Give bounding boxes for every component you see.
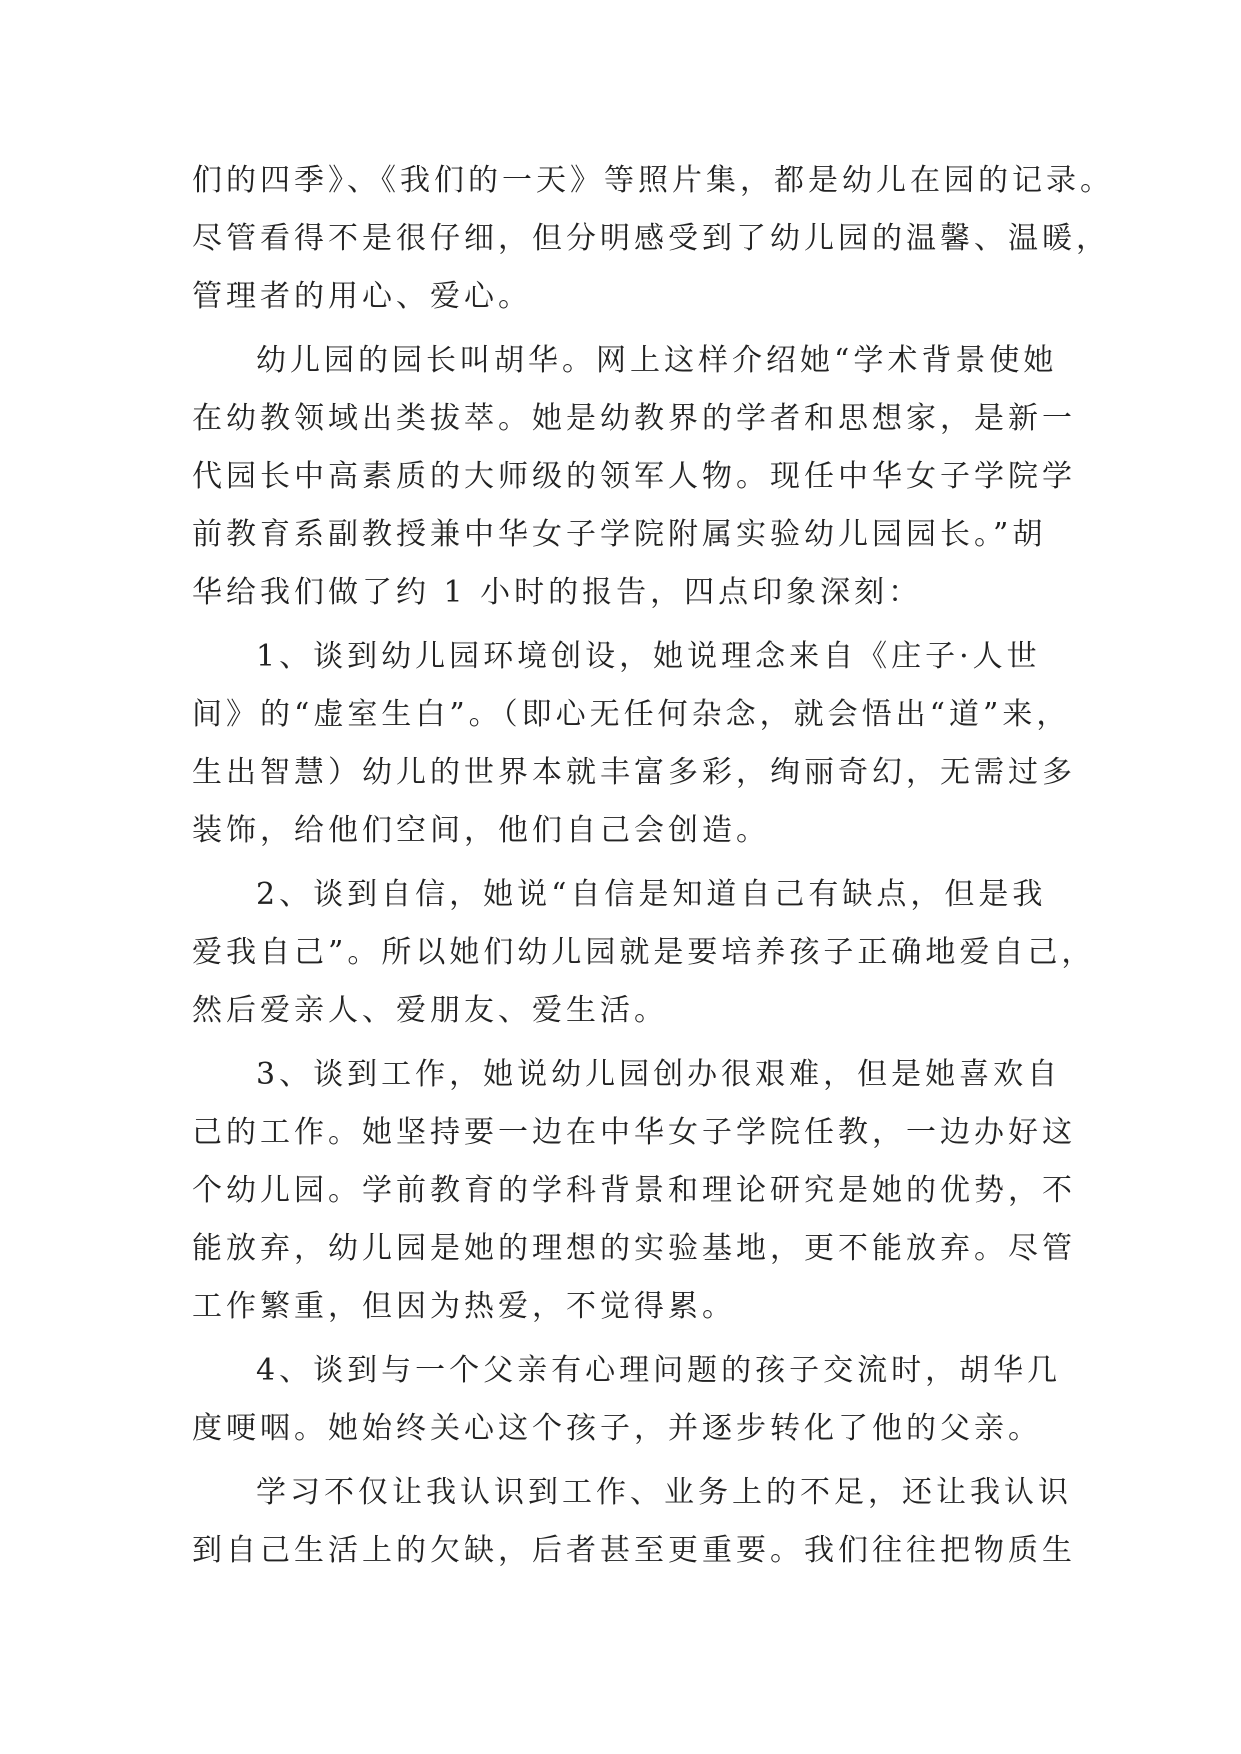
text-line: 生出智慧）幼儿的世界本就丰富多彩，绚丽奇幻，无需过多 (192, 755, 1076, 790)
text-line: 代园长中高素质的大师级的领军人物。现任中华女子学院学 (192, 459, 1076, 494)
text-line: 然后爱亲人、爱朋友、爱生活。 (192, 993, 668, 1028)
text-line: 间》的“虚室生白”。（即心无任何杂念，就会悟出“道”来， (192, 697, 1071, 732)
text-line: 尽管看得不是很仔细，但分明感受到了幼儿园的温馨、温暖， (192, 221, 1110, 256)
text-line: 2、谈到自信，她说“自信是知道自己有缺点，但是我 (256, 877, 1047, 912)
text-line: 度哽咽。她始终关心这个孩子，并逐步转化了他的父亲。 (192, 1411, 1042, 1446)
text-line: 学习不仅让我认识到工作、业务上的不足，还让我认识 (256, 1475, 1072, 1510)
text-line: 前教育系副教授兼中华女子学院附属实验幼儿园园长。”胡 (192, 517, 1047, 552)
text-line: 4、谈到与一个父亲有心理问题的孩子交流时，胡华几 (256, 1353, 1062, 1388)
text-line: 们的四季》、《我们的一天》等照片集，都是幼儿在园的记录。 (192, 163, 1114, 198)
body-text (192, 152, 1114, 1580)
text-line: 1、谈到幼儿园环境创设，她说理念来自《庄子·人世 (256, 639, 1041, 674)
text-line: 工作繁重，但因为热爱，不觉得累。 (192, 1289, 736, 1324)
text-line: 能放弃，幼儿园是她的理想的实验基地，更不能放弃。尽管 (192, 1231, 1076, 1266)
text-line: 爱我自己”。所以她们幼儿园就是要培养孩子正确地爱自己， (192, 935, 1096, 970)
text-line: 装饰，给他们空间，他们自己会创造。 (192, 813, 770, 848)
text-line: 3、谈到工作，她说幼儿园创办很艰难，但是她喜欢自 (256, 1057, 1062, 1092)
text-line: 己的工作。她坚持要一边在中华女子学院任教，一边办好这 (192, 1115, 1076, 1150)
text-line: 个幼儿园。学前教育的学科背景和理论研究是她的优势，不 (192, 1173, 1076, 1208)
text-line: 在幼教领域出类拔萃。她是幼教界的学者和思想家，是新一 (192, 401, 1076, 436)
text-line: 幼儿园的园长叫胡华。网上这样介绍她“学术背景使她 (256, 343, 1058, 378)
text-line: 到自己生活上的欠缺，后者甚至更重要。我们往往把物质生 (192, 1533, 1076, 1568)
text-line: 华给我们做了约 1 小时的报告，四点印象深刻： (192, 575, 923, 610)
text-line: 管理者的用心、爱心。 (192, 279, 532, 314)
